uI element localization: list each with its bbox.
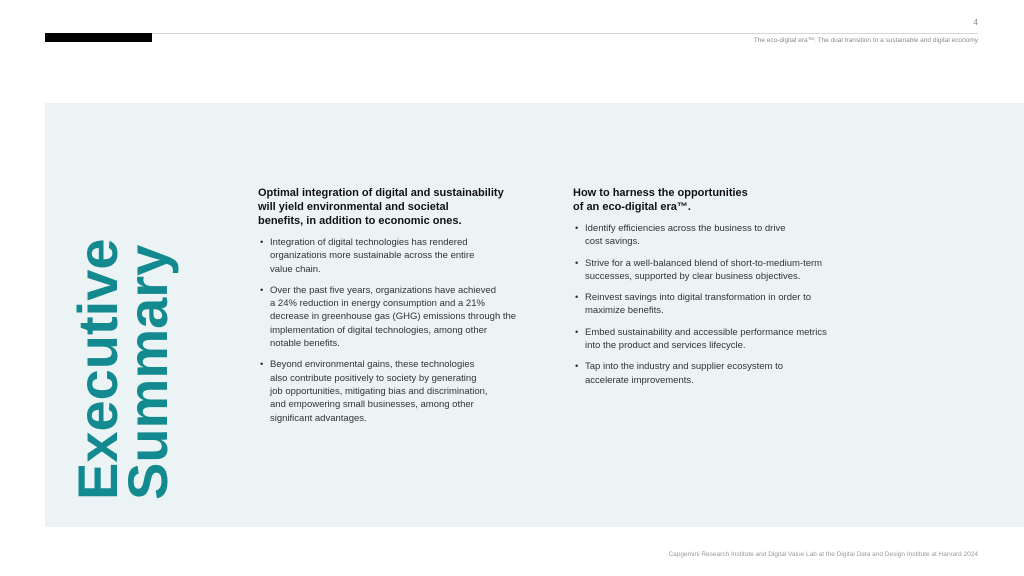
bullet-line: • Beyond environmental gains, these technologies <box>270 359 475 371</box>
right-column-heading <box>573 186 873 214</box>
bullet-line: implementation of digital technologies, among other <box>270 324 488 336</box>
bullet-line: and empowering small businesses, among other <box>270 399 474 411</box>
bullet-line: successes, supported by clear business objectives. <box>585 270 801 282</box>
right-bullet-list <box>573 222 873 387</box>
heading-line: benefits, in addition to economic ones. <box>258 215 462 227</box>
bullet-line: accelerate improvements. <box>585 374 694 386</box>
bullet-line: job opportunities, mitigating bias and discrimination, <box>270 385 488 397</box>
page-number: 4 <box>973 18 978 27</box>
bullet-item <box>573 360 873 387</box>
bullet-item <box>258 284 558 350</box>
bullet-line: cost savings. <box>585 236 640 248</box>
heading-line: How to harness the opportunities <box>573 187 748 199</box>
bullet-item <box>573 326 873 353</box>
heading-line: of an eco-digital era™. <box>573 201 691 213</box>
header-accent-bar <box>45 33 152 42</box>
bullet-line: • Strive for a well-balanced blend of short-to-medium-term <box>585 257 823 269</box>
header-title: The eco-digital era™: The dual transition to a sustainable and digital economy <box>753 37 978 44</box>
bullet-item <box>573 291 873 318</box>
bullet-line: • Over the past five years, organizations have achieved <box>270 284 497 296</box>
bullet-line: a 24% reduction in energy consumption and a 21% <box>270 298 485 310</box>
heading-line: will yield environmental and societal <box>258 201 449 213</box>
section-title-line-1: Executive <box>66 238 129 500</box>
left-bullet-list <box>258 236 558 425</box>
bullet-line: into the product and services lifecycle. <box>585 340 746 352</box>
bullet-line: • Reinvest savings into digital transformation in order to <box>585 292 812 304</box>
bullet-line: value chain. <box>270 263 321 275</box>
bullet-line: maximize benefits. <box>585 305 664 317</box>
bullet-line: notable benefits. <box>270 338 340 350</box>
bullet-item <box>573 257 873 284</box>
bullet-line: organizations more sustainable across the entire <box>270 250 475 262</box>
bullet-line: also contribute positively to society by generating <box>270 372 477 384</box>
bullet-line: • Identify efficiencies across the business to drive <box>585 223 786 234</box>
bullet-item <box>258 358 558 424</box>
bullet-line: • Tap into the industry and supplier ecosystem to <box>585 361 784 373</box>
bullet-item <box>258 236 558 276</box>
section-title <box>66 238 179 501</box>
bullet-line: significant advantages. <box>270 412 367 424</box>
section-title-line-2: Summary <box>116 244 179 500</box>
left-column-heading <box>258 186 558 228</box>
header-divider <box>45 33 978 34</box>
bullet-line: • Integration of digital technologies has rendered <box>270 237 468 248</box>
right-column <box>573 186 873 395</box>
bullet-item <box>573 222 873 249</box>
bullet-line: • Embed sustainability and accessible performance metrics <box>585 326 827 338</box>
left-column <box>258 186 558 433</box>
bullet-line: decrease in greenhouse gas (GHG) emissions through the <box>270 311 517 323</box>
footer-credit: Capgemini Research Institute and Digital Value Lab at the Digital Data and Design Institute at Harvard 2024 <box>668 551 978 558</box>
heading-line: Optimal integration of digital and sustainability <box>258 187 504 199</box>
